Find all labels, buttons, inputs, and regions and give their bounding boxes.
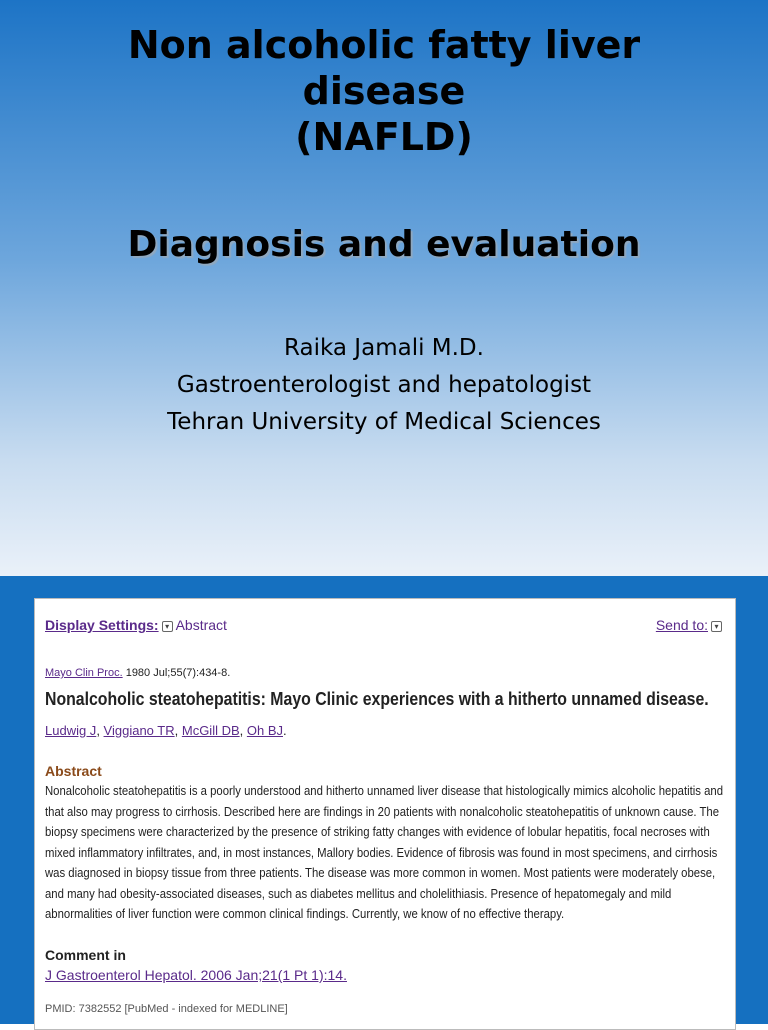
- author-title: Gastroenterologist and hepatologist: [176, 372, 592, 398]
- author-block: [0, 330, 768, 441]
- send-to-link[interactable]: Send to:: [655, 617, 708, 633]
- author-list: Ludwig J, Viggiano TR, McGill DB, Oh BJ.: [45, 723, 287, 738]
- author-name: Raika Jamali M.D.: [284, 335, 484, 361]
- chevron-down-icon[interactable]: ▾: [162, 621, 173, 632]
- comment-link-row: [45, 967, 347, 983]
- display-settings-link[interactable]: Display Settings:: [45, 617, 159, 633]
- slide-title: [0, 22, 768, 160]
- comment-link[interactable]: J Gastroenterol Hepatol. 2006 Jan;21(1 Pt 1):14.: [45, 967, 347, 983]
- author-affiliation: Tehran University of Medical Sciences: [167, 409, 601, 435]
- citation-details: 1980 Jul;55(7):434-8.: [122, 667, 231, 679]
- title-line: Non alcoholic fatty liver: [127, 23, 641, 67]
- chevron-down-icon[interactable]: ▾: [711, 621, 722, 632]
- journal-citation: [45, 667, 230, 679]
- pubmed-section: [0, 576, 768, 1024]
- title-line: disease: [302, 69, 466, 113]
- author-link[interactable]: McGill DB: [181, 723, 240, 738]
- display-mode: Abstract: [175, 617, 227, 633]
- title-line: (NAFLD): [295, 115, 473, 159]
- pmid-line: PMID: 7382552 [PubMed - indexed for MEDLINE]: [45, 1003, 288, 1015]
- pubmed-abstract-panel: [34, 598, 736, 1030]
- display-toolbar: [45, 617, 725, 633]
- send-to-control: [656, 617, 725, 633]
- author-link[interactable]: Viggiano TR: [103, 723, 175, 738]
- author-link[interactable]: Ludwig J: [45, 723, 97, 738]
- journal-link[interactable]: Mayo Clin Proc.: [45, 667, 123, 679]
- abstract-heading: Abstract: [45, 763, 102, 779]
- comment-heading: Comment in: [45, 947, 126, 963]
- slide-subtitle: Diagnosis and evaluation: [127, 224, 641, 265]
- article-title: Nonalcoholic steatohepatitis: Mayo Clinic experiences with a hitherto unnamed disease.: [45, 689, 709, 709]
- abstract-text: Nonalcoholic steatohepatitis is a poorly understood and hitherto unnamed liver disease that histologically mimics alcoholic hepatitis and that also may progress to cirrhosis. Described here are findings in 20 patients with nonalcoholic steatohepatitis of unknown cause. The biopsy specimens were characterized by the presence of striking fatty changes with evidence of lobular hepatitis, focal necroses with mixed inflammatory infiltrates, and, in most instances, Mallory bodies. Evidence of fibrosis was found in most specimens, and cirrhosis was diagnosed in biopsy tissue from three patients. The disease was more common in women. Most patients were moderately obese, and many had obesity-associated diseases, such as diabetes mellitus and cholelithiasis. Presence of hepatomegaly and mild abnormalities of liver function were common clinical findings. Currently, we know of no effective therapy.: [45, 783, 724, 921]
- author-link[interactable]: Oh BJ: [246, 723, 283, 738]
